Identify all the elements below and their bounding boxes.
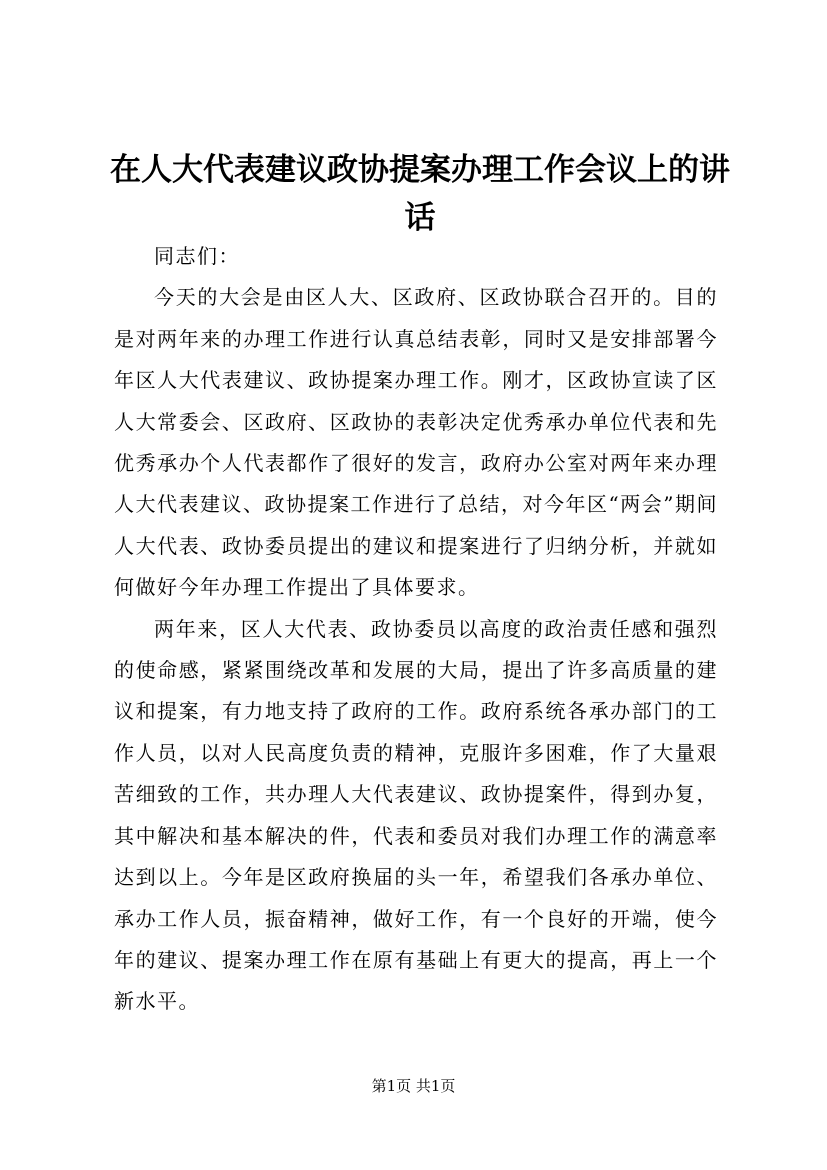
paragraph-1: 今天的大会是由区人大、区政府、区政协联合召开的。目的是对两年来的办理工作进行认真总结表彰，同时又是安排部署今年区人大代表建议、政协提案办理工作。刚才，区政协宣读了区人大常委会、区政府、区政协的表彰决定优秀承办单位代表和先优秀承办个人代表都作了很好的发言，政府办公室对两年来办理人大代表建议、政协提案工作进行了总结，对今年区“两会”期间人大代表、政协委员提出的建议和提案进行了归纳分析，并就如何做好今年办理工作提出了具体要求。 bbox=[114, 285, 718, 600]
salutation: 同志们： bbox=[154, 244, 240, 268]
document-body bbox=[114, 236, 718, 1023]
paragraph-2: 两年来，区人大代表、政协委员以高度的政治责任感和强烈的使命感，紧紧围绕改革和发展的大局，提出了许多高质量的建议和提案，有力地支持了政府的工作。政府系统各承办部门的工作人员，以对人民高度负责的精神，克服许多困难，作了大量艰苦细致的工作，共办理人大代表建议、政协提案件，得到办复，其中解决和基本解决的件，代表和委员对我们办理工作的满意率达到以上。今年是区政府换届的头一年，希望我们各承办单位、承办工作人员，振奋精神，做好工作，有一个良好的开端，使今年的建议、提案办理工作在原有基础上有更大的提高，再上一个新水平。 bbox=[114, 616, 718, 1014]
page-number-footer: 第1页 共1页 bbox=[371, 1077, 456, 1095]
document-title: 在人大代表建议政协提案办理工作会议上的讲话 bbox=[110, 152, 730, 236]
